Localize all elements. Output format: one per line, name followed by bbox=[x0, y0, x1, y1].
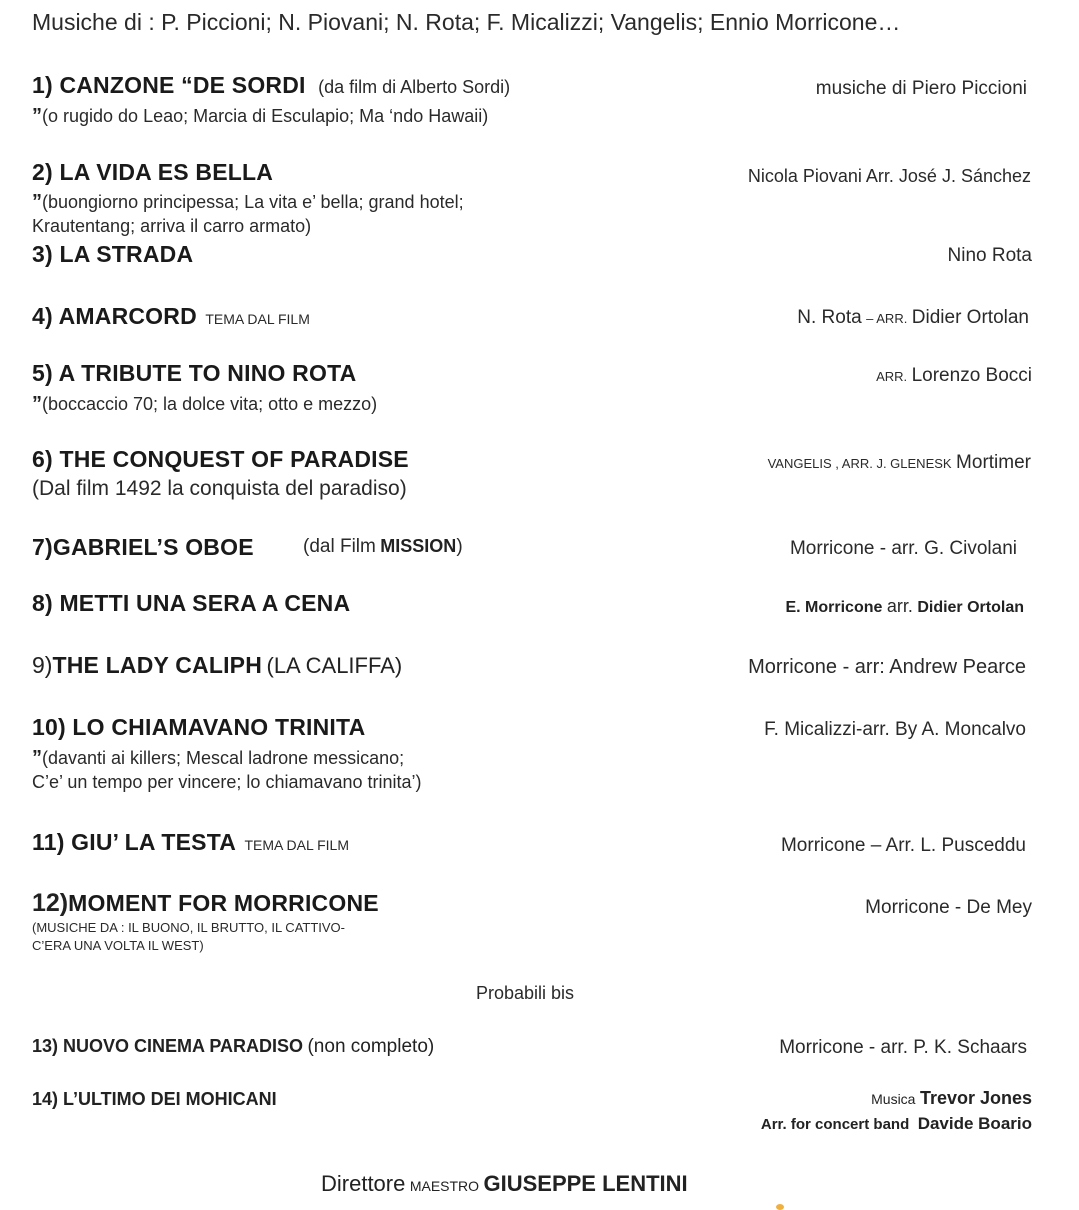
item-2-sub2: Krautentang; arriva il carro armato) bbox=[32, 216, 312, 236]
item-2-quote: ” bbox=[32, 191, 42, 213]
item-10-credit: F. Micalizzi-arr. By A. Moncalvo bbox=[764, 719, 1026, 740]
item-10-sub-line bbox=[32, 747, 404, 770]
item-10-sub: (davanti ai killers; Mescal ladrone messicano; bbox=[42, 748, 405, 768]
item-14-credit-line-1 bbox=[871, 1088, 1032, 1109]
item-1-title-line bbox=[32, 72, 510, 99]
item-7-note bbox=[303, 536, 463, 558]
item-2-title: 2) LA VIDA ES BELLA bbox=[32, 159, 274, 185]
item-5-quote: ” bbox=[32, 393, 42, 415]
item-9-title: THE LADY CALIPH bbox=[52, 652, 263, 678]
item-1-note: (da film di Alberto Sordi) bbox=[318, 77, 511, 97]
item-7-title: 7)GABRIEL’S OBOE bbox=[32, 534, 254, 560]
item-2-sub: (buongiorno principessa; La vita e’ bella; grand hotel; bbox=[42, 192, 464, 212]
item-9-title-line bbox=[32, 652, 402, 679]
item-1-title: 1) CANZONE “DE SORDI bbox=[32, 72, 306, 98]
item-11-note: TEMA DAL FILM bbox=[244, 837, 350, 853]
item-1-quote: ” bbox=[32, 105, 42, 127]
item-8-credit-arr: arr. bbox=[886, 596, 913, 616]
item-3-title: 3) LA STRADA bbox=[32, 241, 194, 267]
item-5-title: 5) A TRIBUTE TO NINO ROTA bbox=[32, 360, 357, 386]
item-4-credit-arr: – ARR. bbox=[866, 311, 908, 326]
item-9-number: 9) bbox=[32, 652, 53, 678]
item-11-title: 11) GIU’ LA TESTA bbox=[32, 829, 237, 855]
item-12-title-line bbox=[32, 889, 379, 918]
conductor-line bbox=[321, 1171, 688, 1197]
item-14-credit-label: Musica bbox=[871, 1091, 916, 1107]
item-6-credit-arranger: Mortimer bbox=[956, 452, 1031, 473]
item-5-credit bbox=[876, 365, 1032, 387]
item-11-title-line bbox=[32, 829, 349, 856]
item-7-credit: Morricone - arr. G. Civolani bbox=[789, 538, 1017, 559]
orange-mark bbox=[776, 1204, 784, 1210]
item-7-note-c: ) bbox=[456, 536, 463, 557]
item-13-title: 13) NUOVO CINEMA PARADISO bbox=[32, 1036, 304, 1056]
item-4-credit-composer: N. Rota bbox=[797, 307, 862, 328]
item-4-credit-arranger: Didier Ortolan bbox=[911, 307, 1029, 328]
item-7-note-a: (dal Film bbox=[303, 536, 376, 557]
item-12-credit: Morricone - De Mey bbox=[865, 897, 1032, 918]
item-4-title-line bbox=[32, 303, 310, 330]
item-14-credit-arranger: Davide Boario bbox=[917, 1114, 1032, 1133]
item-2-sub-line bbox=[32, 191, 464, 214]
item-9-note: (LA CALIFFA) bbox=[266, 653, 403, 678]
item-8-credit bbox=[785, 596, 1024, 617]
item-8-title: 8) METTI UNA SERA A CENA bbox=[32, 590, 351, 616]
item-5-sub: (boccaccio 70; la dolce vita; otto e mezzo) bbox=[42, 394, 378, 414]
item-12-sub2: C’ERA UNA VOLTA IL WEST) bbox=[32, 938, 204, 953]
item-3-credit: Nino Rota bbox=[947, 245, 1032, 266]
item-6-credit-composer: VANGELIS , ARR. J. GLENESK bbox=[767, 456, 952, 471]
item-10-title: 10) LO CHIAMAVANO TRINITA bbox=[32, 714, 366, 740]
item-14-title: 14) L’ULTIMO DEI MOHICANI bbox=[32, 1089, 277, 1109]
item-14-credit-line-2 bbox=[761, 1114, 1032, 1134]
item-8-credit-arranger: Didier Ortolan bbox=[917, 599, 1024, 616]
item-9-credit: Morricone - arr: Andrew Pearce bbox=[748, 656, 1026, 678]
item-1-credit: musiche di Piero Piccioni bbox=[815, 78, 1027, 99]
item-5-sub-line bbox=[32, 393, 377, 416]
item-4-credit bbox=[797, 307, 1029, 329]
item-10-sub2: C’e’ un tempo per vincere; lo chiamavano trinita’) bbox=[32, 772, 422, 792]
item-5-credit-arranger: Lorenzo Bocci bbox=[911, 365, 1032, 386]
item-7-note-b: MISSION bbox=[380, 536, 457, 556]
item-13-title-line bbox=[32, 1036, 434, 1058]
item-12-sub: (MUSICHE DA : IL BUONO, IL BRUTTO, IL CATTIVO- bbox=[32, 920, 346, 935]
conductor-title: MAESTRO bbox=[409, 1178, 480, 1194]
conductor-name: GIUSEPPE LENTINI bbox=[483, 1171, 688, 1196]
item-11-credit: Morricone – Arr. L. Pusceddu bbox=[780, 835, 1026, 856]
item-5-credit-arr: ARR. bbox=[876, 369, 908, 384]
item-14-credit-composer: Trevor Jones bbox=[919, 1088, 1032, 1108]
item-1-sub: (o rugido do Leao; Marcia di Esculapio; Ma ‘ndo Hawaii) bbox=[42, 106, 489, 126]
item-4-title: 4) AMARCORD bbox=[32, 303, 197, 329]
item-12-number: 12) bbox=[32, 889, 69, 917]
item-12-title: MOMENT FOR MORRICONE bbox=[68, 890, 379, 916]
item-6-sub: (Dal film 1492 la conquista del paradiso) bbox=[32, 477, 407, 500]
conductor-label: Direttore bbox=[321, 1171, 406, 1196]
item-8-credit-composer: E. Morricone bbox=[785, 599, 883, 616]
item-2-credit: Nicola Piovani Arr. José J. Sánchez bbox=[747, 166, 1031, 186]
item-13-note: (non completo) bbox=[307, 1036, 435, 1057]
item-4-note: TEMA DAL FILM bbox=[205, 311, 310, 327]
composers-header: Musiche di : P. Piccioni; N. Piovani; N. Rota; F. Micalizzi; Vangelis; Ennio Morricone… bbox=[32, 9, 901, 35]
item-14-credit-arr-label: Arr. for concert band bbox=[760, 1116, 910, 1133]
item-10-quote: ” bbox=[32, 747, 42, 769]
item-6-title: 6) THE CONQUEST OF PARADISE bbox=[32, 446, 409, 472]
encore-heading: Probabili bis bbox=[476, 983, 575, 1003]
item-13-credit: Morricone - arr. P. K. Schaars bbox=[779, 1037, 1027, 1058]
item-6-credit bbox=[768, 452, 1031, 474]
item-1-sub-line bbox=[32, 105, 488, 128]
